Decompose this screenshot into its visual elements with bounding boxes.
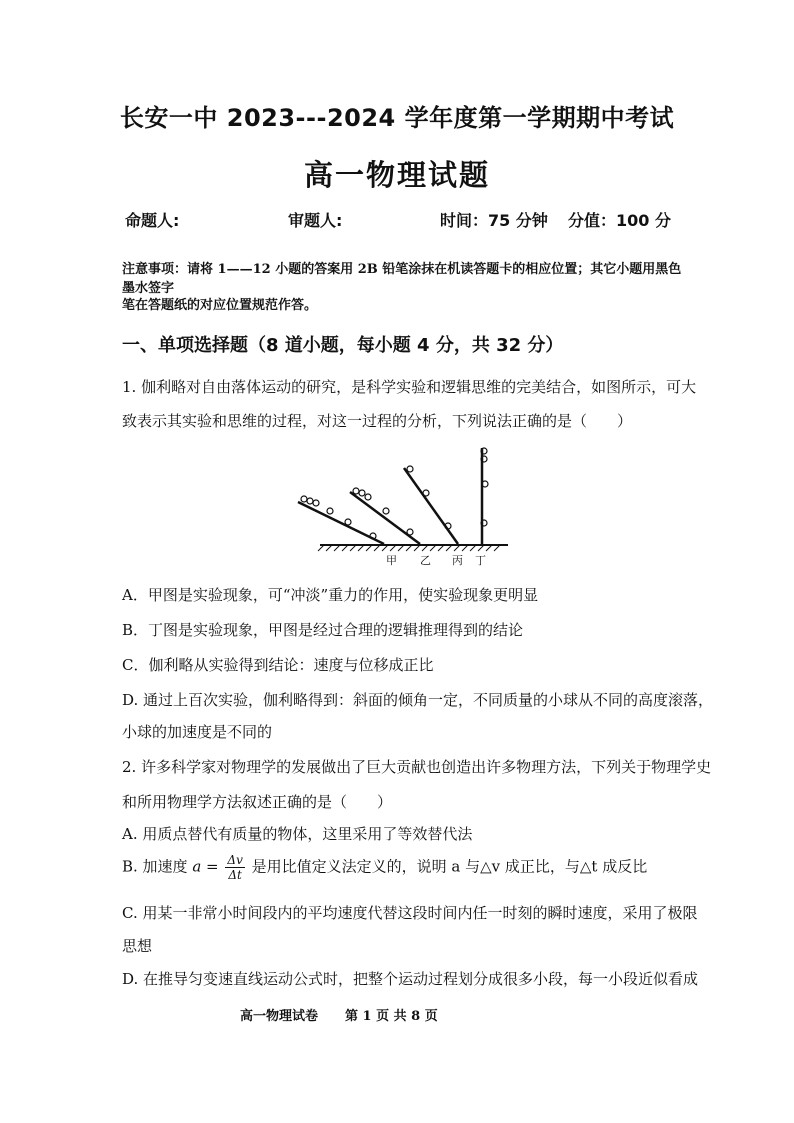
fraction-denominator: Δt xyxy=(228,868,242,882)
figure-label-bing: 丙 xyxy=(452,554,463,567)
footer-page-number: 第 1 页 共 8 页 xyxy=(345,1009,438,1024)
notice-line-1: 注意事项：请将 1——12 小题的答案用 2B 铅笔涂抹在机读答题卡的相应位置；其它小题用黑色墨水签字 xyxy=(122,262,682,296)
q1-stem-line-1: 1. 伽利略对自由落体运动的研究，是科学实验和逻辑思维的完美结合，如图所示，可大 xyxy=(122,378,697,396)
q1-option-a: A．甲图是实验现象，可“冲淡”重力的作用，使实验现象更明显 xyxy=(122,586,539,604)
proposer-label: 命题人: xyxy=(125,211,180,230)
q2-option-a: A. 用质点替代有质量的物体，这里采用了等效替代法 xyxy=(122,825,473,843)
q2-stem-line-2: 和所用物理学方法叙述正确的是（ ） xyxy=(122,793,393,811)
q2-option-c-line-2: 思想 xyxy=(122,937,153,955)
q1-option-d-line-1: D. 通过上百次实验，伽利略得到：斜面的倾角一定，不同质量的小球从不同的高度滚落， xyxy=(122,691,714,709)
acceleration-fraction xyxy=(225,853,244,882)
figure-label-yi: 乙 xyxy=(420,554,431,567)
q2-option-b xyxy=(122,853,647,882)
figure-label-jia: 甲 xyxy=(386,554,397,567)
figure-label-ding: 丁 xyxy=(475,554,486,567)
reviewer-label: 审题人: xyxy=(288,211,343,230)
q2-option-b-lhs: a = xyxy=(192,857,219,876)
section-heading: 一、单项选择题（8 道小题，每小题 4 分，共 32 分） xyxy=(122,335,564,356)
footer-course: 高一物理试卷 xyxy=(240,1009,319,1024)
q2-option-b-suffix: 是用比值定义法定义的，说明 a 与△v 成正比，与△t 成反比 xyxy=(251,857,648,876)
score-label: 分值：100 分 xyxy=(568,211,671,230)
galileo-incline-figure xyxy=(290,440,520,568)
q1-option-d-line-2: 小球的加速度是不同的 xyxy=(122,723,273,741)
exam-subtitle: 高一物理试题 xyxy=(303,158,490,192)
fraction-numerator: Δv xyxy=(227,853,243,867)
notice-line-2: 笔在答题纸的对应位置规范作答。 xyxy=(122,298,318,313)
q2-option-d-line-1: D. 在推导匀变速直线运动公式时，把整个运动过程划分成很多小段，每一小段近似看成 xyxy=(122,970,699,988)
exam-title: 长安一中 2023---2024 学年度第一学期期中考试 xyxy=(119,104,675,132)
q2-option-c-line-1: C. 用某一非常小时间段内的平均速度代替这段时间内任一时刻的瞬时速度，采用了极限 xyxy=(122,904,698,922)
q1-stem-line-2: 致表示其实验和思维的过程，对这一过程的分析，下列说法正确的是（ ） xyxy=(122,412,633,430)
q1-option-b: B．丁图是实验现象，甲图是经过合理的逻辑推理得到的结论 xyxy=(122,621,524,639)
q2-option-b-prefix: B. 加速度 xyxy=(122,857,188,876)
q2-stem-line-1: 2. 许多科学家对物理学的发展做出了巨大贡献也创造出许多物理方法，下列关于物理学史 xyxy=(122,758,712,776)
q1-option-c: C．伽利略从实验得到结论：速度与位移成正比 xyxy=(122,656,434,674)
time-label: 时间：75 分钟 xyxy=(440,211,548,230)
